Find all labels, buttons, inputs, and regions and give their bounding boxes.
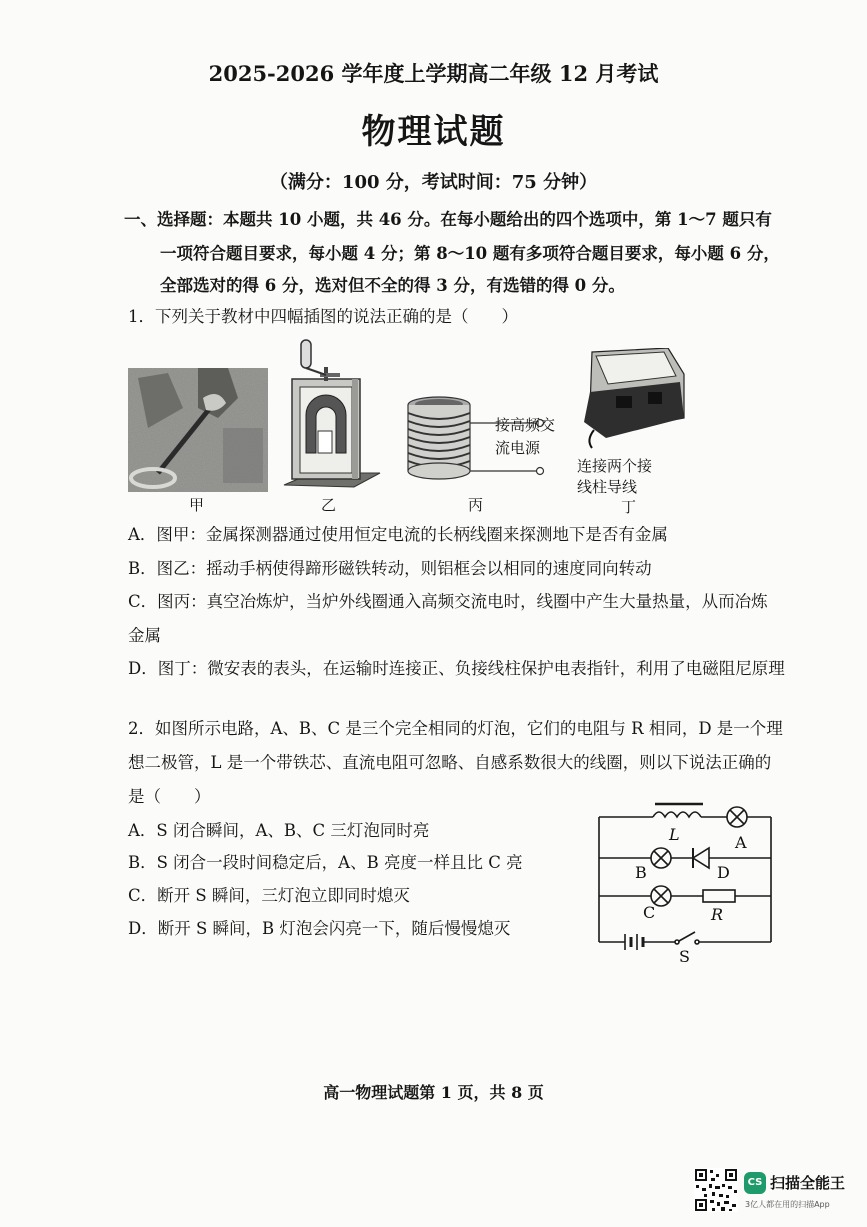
q1-stem: 1．下列关于教材中四幅插图的说法正确的是（ ） <box>128 307 518 326</box>
figure-ding-label: 线柱导线 <box>577 478 638 496</box>
q2-stem-line: 想二极管，L 是一个带铁芯、直流电阻可忽略、自感系数很大的线圈，则以下说法正确的 <box>128 753 772 772</box>
exam-title: 2025-2026 学年度上学期高二年级 12 月考试 <box>208 61 659 86</box>
figure-bing-label: 接高频交 <box>495 416 556 434</box>
caption-bing: 丙 <box>468 496 484 514</box>
circuit-label-l: L <box>669 825 680 844</box>
section-instruction-line: 一、选择题：本题共 10 小题，共 46 分。在每小题给出的四个选项中，第 1～7 题只有 <box>124 210 772 229</box>
circuit-label-b: B <box>635 863 647 882</box>
q2-option-c: C．断开 S 瞬间，三灯泡立即同时熄灭 <box>128 886 410 905</box>
page-footer: 高一物理试题第 1 页，共 8 页 <box>323 1083 544 1102</box>
qr-code-icon <box>694 1168 738 1212</box>
q1-option-c: C．图丙：真空冶炼炉，当炉外线圈通入高频交流电时，线圈中产生大量热量，从而冶炼 <box>128 592 768 611</box>
circuit-label-d: D <box>717 863 730 882</box>
section-instruction-line: 全部选对的得 6 分，选对但不全的得 3 分，有选错的得 0 分。 <box>160 276 625 295</box>
caption-jia: 甲 <box>189 496 205 514</box>
q2-stem-line: 是（ ） <box>128 787 211 806</box>
q2-option-a: A．S 闭合瞬间，A、B、C 三灯泡同时亮 <box>128 821 430 840</box>
q1-option-d: D．图丁：微安表的表头，在运输时连接正、负接线柱保护电表指针，利用了电磁阻尼原理 <box>128 659 785 678</box>
circuit-label-r: R <box>711 905 724 924</box>
figure-ding-label: 连接两个接 <box>577 457 653 475</box>
q2-option-d: D．断开 S 瞬间，B 灯泡会闪亮一下，随后慢慢熄灭 <box>128 919 511 938</box>
circuit-label-c: C <box>643 903 656 922</box>
caption-ding: 丁 <box>621 498 637 516</box>
section-instruction-line: 一项符合题目要求，每小题 4 分；第 8～10 题有多项符合题目要求，每小题 6 分， <box>160 244 780 263</box>
scanner-brand: 扫描全能王 <box>770 1174 846 1192</box>
figure-ding-microammeter <box>576 348 686 452</box>
figure-jia-metal-detector <box>128 368 268 492</box>
q1-option-c-cont: 金属 <box>128 626 161 645</box>
q2-stem-line: 2．如图所示电路，A、B、C 是三个完全相同的灯泡，它们的电阻与 R 相同，D 是一个理 <box>128 719 783 738</box>
circuit-label-a: A <box>735 833 747 852</box>
caption-yi: 乙 <box>321 496 337 514</box>
q1-option-a: A．图甲：金属探测器通过使用恒定电流的长柄线圈来探测地下是否有金属 <box>128 525 668 544</box>
q2-option-b: B．S 闭合一段时间稳定后，A、B 亮度一样且比 C 亮 <box>128 853 523 872</box>
scanner-tagline: 3亿人都在用的扫描App <box>745 1200 830 1209</box>
exam-meta: （满分：100 分，考试时间：75 分钟） <box>269 172 598 193</box>
scanner-logo-icon: CS <box>744 1172 766 1194</box>
q2-circuit-diagram <box>585 800 785 968</box>
figure-bing-label: 流电源 <box>495 439 541 457</box>
subject-title: 物理试题 <box>361 112 506 152</box>
circuit-label-s: S <box>679 947 690 966</box>
figure-yi-magnet-frame <box>282 335 382 493</box>
q1-option-b: B．图乙：摇动手柄使得蹄形磁铁转动，则铝框会以相同的速度同向转动 <box>128 559 652 578</box>
